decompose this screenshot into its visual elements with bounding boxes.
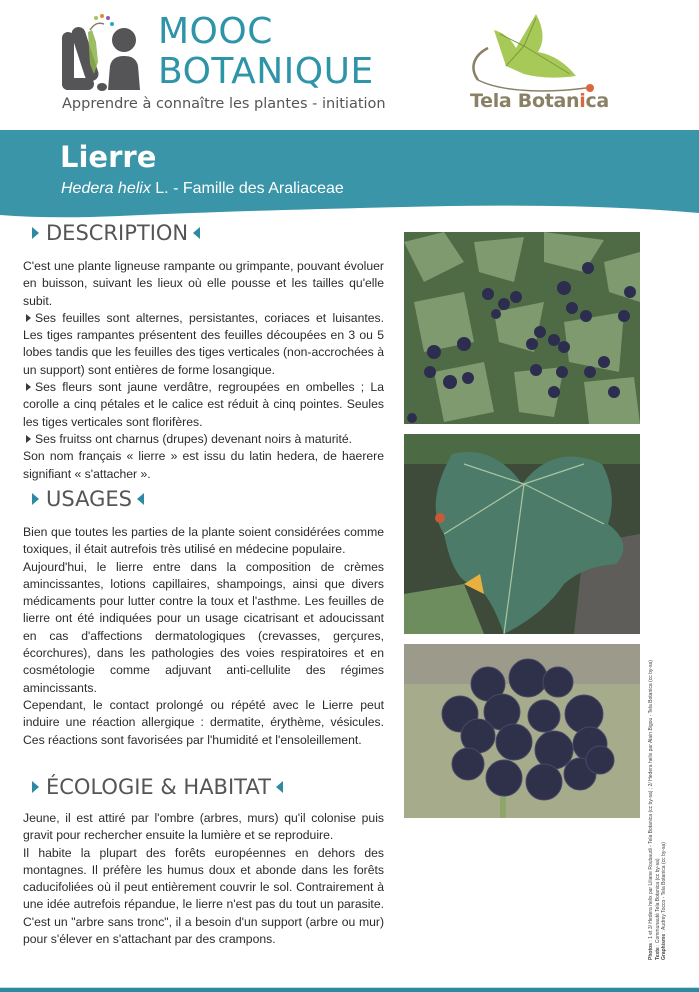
ivy-leaf-icon [466, 8, 616, 93]
section-heading-ecologie [32, 775, 283, 799]
usages-paragraph-1: Bien que toutes les parties de la plante soient considérées comme toxiques, il était autrefois très utilisé en médecine populaire. [23, 525, 384, 557]
mooc-title-line2: BOTANIQUE [158, 51, 374, 92]
bullet-icon [26, 314, 31, 322]
credits-graphisme-label: Graphisme [661, 933, 667, 960]
ivy-branch-with-berries-photo [404, 232, 640, 424]
mooc-botanique-logo [58, 8, 398, 120]
triangle-right-icon [32, 781, 39, 793]
tela-name-suffix: ca [585, 90, 609, 112]
section-heading-text: USAGES [46, 487, 132, 511]
mooc-title [158, 12, 374, 92]
person-at-desk-with-plant-icon [58, 12, 153, 98]
ecologie-paragraph-2: Il habite la plupart des forêts européennes en dehors des montagnes. Il préfère les humus doux et abonde dans les forêts caducifoliées où il peut entièrement couvrir le sol. Contrairement à une idée autrefois répandue, le lierre n'est pas du tout un parasite. C'est un "arbre sans tronc", il a besoin d'un support (arbre ou mur) pour s'élever en s'attachant par des crampons. [23, 845, 384, 947]
bullet-text: Ses fleurs sont jaune verdâtre, regroupées en ombelles ; La corolle a cinq pétales et le calice est réduit à cinq pointes. Seules les tiges verticales sont florifères. [23, 380, 384, 429]
author-and-family: L. - Famille des Araliaceae [150, 180, 344, 197]
credits-photos-text: : 1 et 3/ Hedera helix par Liliane Roubaudi - Tela Botanica (cc by-sa) ; 2/ Hedera helix par Alain Bigou - Tela Botanica (cc by-sa) [648, 660, 654, 944]
triangle-left-icon [137, 493, 144, 505]
credits-texte-label: Texte [654, 947, 661, 960]
credits-graphisme-text: : Audrey Tocco - Tela Botanica (cc by-sa) [661, 842, 667, 934]
bullet-icon [26, 383, 31, 391]
triangle-right-icon [32, 227, 39, 239]
credits-graphisme [661, 660, 668, 960]
ivy-leaf-photo [404, 434, 640, 634]
section-heading-description [32, 221, 200, 245]
image-credits [648, 660, 668, 960]
description-bullet-leaves [23, 310, 384, 379]
bullet-icon [26, 435, 31, 443]
credits-photos-label: Photos [648, 943, 654, 960]
description-intro: C'est une plante ligneuse rampante ou grimpante, pouvant évoluer en buisson, suivant les lieux où elle pousse et les tailles qu'elle subit. [23, 259, 384, 308]
triangle-right-icon [32, 493, 39, 505]
tela-botanica-logo [466, 8, 616, 118]
ecologie-paragraph-1: Jeune, il est attiré par l'ombre (arbres, murs) qu'il colonise puis gravit pour rechercher ensuite la lumière et se reproduire. [23, 811, 384, 843]
section-heading-text: DESCRIPTION [46, 221, 189, 245]
scientific-name-italic: Hedera helix [61, 180, 151, 197]
description-bullet-fruits [23, 431, 384, 448]
bullet-text: Ses fruitss ont charnus (drupes) devenant noirs à maturité. [35, 431, 353, 446]
bullet-text: Ses feuilles sont alternes, persistantes, coriaces et luisantes. Les tiges rampantes présentent des feuilles découpées en 3 ou 5 lobes tandis que les feuilles des tiges verticales (non-accrochées à un support) sont entières de forme losangique. [23, 310, 384, 377]
description-text [23, 258, 384, 483]
plant-common-name: Lierre [60, 140, 157, 174]
mooc-subtitle: Apprendre à connaître les plantes - initiation [62, 96, 386, 112]
tela-name-prefix: Tela Botan [470, 90, 580, 112]
triangle-left-icon [193, 227, 200, 239]
section-heading-text: ÉCOLOGIE & HABITAT [46, 775, 271, 799]
mooc-title-line1: MOOC [158, 11, 273, 52]
section-heading-usages [32, 487, 144, 511]
triangle-left-icon [276, 781, 283, 793]
ivy-berry-cluster-photo [404, 644, 640, 818]
usages-paragraph-3: Cependant, le contact prolongé ou répété avec le Lierre peut induire une réaction allergique : dermatite, érythème, vésicules. Ces réactions sont favorisées par l'humidité et l'ensoleillement. [23, 697, 384, 747]
usages-paragraph-2: Aujourd'hui, le lierre entre dans la composition de crèmes amincissantes, lotions capillaires, shampoings, ainsi que divers médicaments pour lutter contre la toux et l'asthme. Les feuilles de lierre ont été indiquées pour un usage cicatrisant et adoucissant en cas d'affections dermatologiques (crevasses, gerçures, écorchures), dans les pathologies des voies respiratoires et en cosmétologie comme adjuvant anti-cellulite des régimes amincissants. [23, 559, 384, 695]
description-bullet-flowers [23, 379, 384, 431]
usages-text [23, 524, 384, 749]
credits-texte-text: : Communauté Tela Botanica (cc by-sa) [654, 858, 661, 948]
plant-scientific-name [61, 180, 344, 198]
footer-bar [0, 987, 699, 992]
description-etymology: Son nom français « lierre » est issu du latin hedera, de haerere signifiant « s'attacher ». [23, 449, 384, 481]
ecologie-text [23, 810, 384, 948]
tela-name-i: i [579, 90, 586, 112]
tela-botanica-name [470, 90, 609, 112]
